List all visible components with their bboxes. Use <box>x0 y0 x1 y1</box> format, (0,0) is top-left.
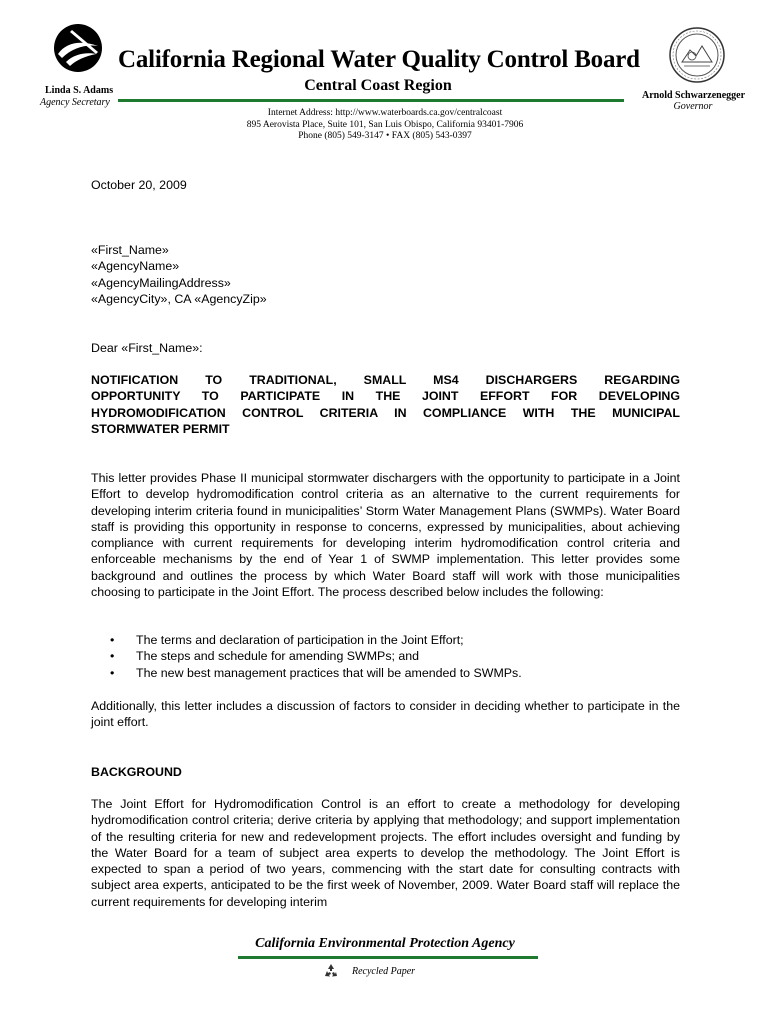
region-name: Central Coast Region <box>304 77 452 94</box>
background-heading: BACKGROUND <box>91 765 182 779</box>
mailing-address: 895 Aerovista Place, Suite 101, San Luis Obispo, California 93401-7906 <box>246 120 524 130</box>
agency-secretary-title: Agency Secretary <box>40 97 110 108</box>
letter-date: October 20, 2009 <box>91 178 187 192</box>
recycled-paper-label: Recycled Paper <box>352 966 416 977</box>
recycle-icon <box>322 962 340 980</box>
agency-secretary-name: Linda S. Adams <box>45 85 114 96</box>
bullet-glyph: • <box>110 633 115 647</box>
subject-line: OPPORTUNITY TO PARTICIPATE IN THE JOINT EFFORT FOR DEVELOPING <box>91 389 680 404</box>
governor-name: Arnold Schwarzenegger <box>642 90 746 101</box>
salutation: Dear «First_Name»: <box>91 341 203 355</box>
state-seal-icon <box>668 26 726 84</box>
footer-rule <box>238 956 538 959</box>
intro-paragraph: This letter provides Phase II municipal stormwater dischargers with the opportunity to participate in a Joint Effort to develop hydromodification control criteria as an alternative to the current requirements for developing interim criteria found in municipalities’ Storm Water Management Plans (SWMPs). Water Board staff is providing this opportunity in response to concerns, expressed by municipalities, about achieving compliance with current requirements for developing interim hydromodification control criteria and enforceable mechanisms by the end of Year 1 of SWMP implementation. This letter provides some background and outlines the process by which Water Board staff will work with those municipalities choosing to participate in the Joint Effort. The process described below includes the following: <box>91 471 680 600</box>
footer-agency: California Environmental Protection Agency <box>255 936 515 951</box>
list-item <box>110 665 670 681</box>
list-item-text: The steps and schedule for amending SWMPs; and <box>136 649 420 664</box>
list-item <box>110 648 670 664</box>
subject-line: STORMWATER PERMIT <box>91 421 230 436</box>
list-item-text: The terms and declaration of participation in the Joint Effort; <box>136 633 464 647</box>
background-paragraph: The Joint Effort for Hydromodification Control is an effort to create a methodology for developing hydromodification control criteria; derive criteria by applying that methodology; and support implementation of the resulting criteria for new and redevelopment projects. The effort includes oversight and funding by the Water Board for a team of subject area experts to develop the methodology. The Joint Effort is expected to span a period of two years, commencing with the start date for consulting contracts with subject area experts, anticipated to be the first week of November, 2009. Water Board staff will replace the current requirements for developing interim <box>91 797 680 909</box>
bullet-glyph: • <box>110 665 115 680</box>
list-item-text: The new best management practices that will be amended to SWMPs. <box>136 665 522 680</box>
subject-heading <box>91 372 680 437</box>
subject-line: NOTIFICATION TO TRADITIONAL, SMALL MS4 DISCHARGERS REGARDING <box>91 373 680 387</box>
address-line: «First_Name» <box>91 243 169 257</box>
address-line: «AgencyName» <box>91 259 180 274</box>
address-line: «AgencyMailingAddress» <box>91 275 231 290</box>
phone-fax: Phone (805) 549-3147 • FAX (805) 543-0397 <box>298 131 472 141</box>
internet-address: Internet Address: http://www.waterboards.ca.gov/centralcoast <box>267 108 503 118</box>
board-title: California Regional Water Quality Control Board <box>118 46 640 73</box>
additional-paragraph: Additionally, this letter includes a discussion of factors to consider in deciding whether to participate in the joint effort. <box>91 699 680 730</box>
water-board-logo-icon <box>52 22 104 74</box>
recipient-address <box>91 242 680 307</box>
address-line: «AgencyCity», CA «AgencyZip» <box>91 291 267 306</box>
subject-line: HYDROMODIFICATION CONTROL CRITERIA IN COMPLIANCE WITH THE MUNICIPAL <box>91 405 680 420</box>
header-rule <box>118 99 624 102</box>
list-item <box>110 632 670 648</box>
bullet-glyph: • <box>110 649 115 664</box>
process-list <box>110 632 670 681</box>
governor-title: Governor <box>673 101 713 112</box>
